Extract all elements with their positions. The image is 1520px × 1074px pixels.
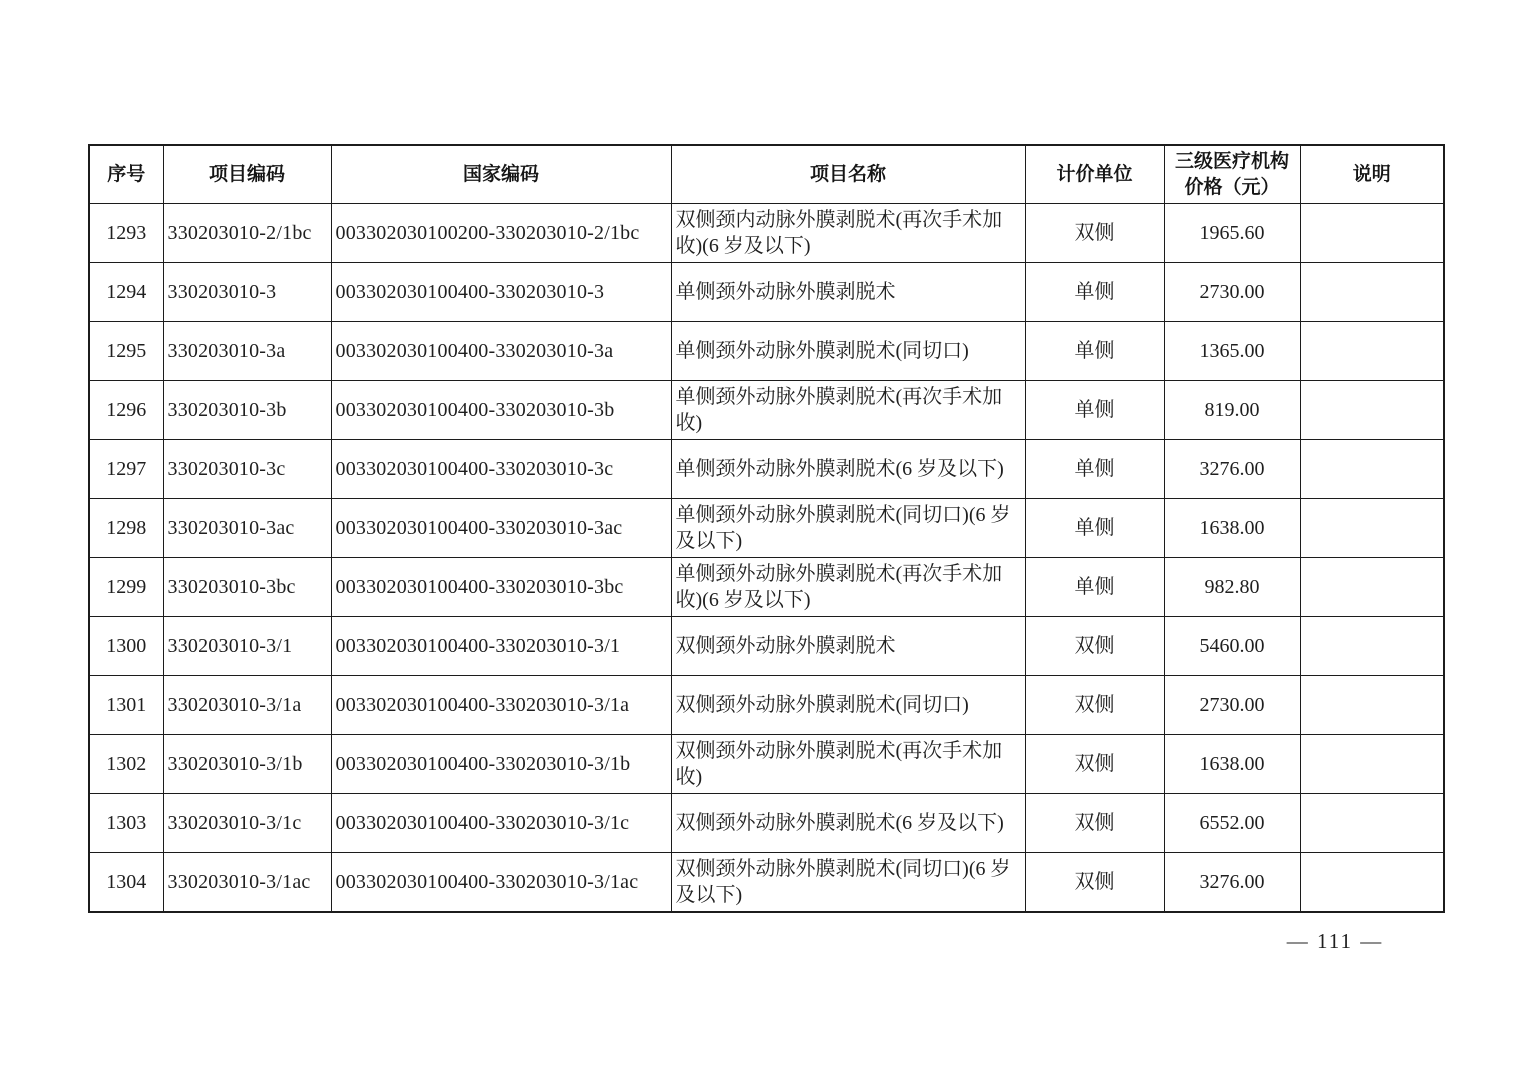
table-row: [89, 617, 1444, 676]
cell-pricing-unit: 单侧: [1025, 558, 1164, 617]
cell-pricing-unit: 单侧: [1025, 263, 1164, 322]
cell-project-name: 双侧颈外动脉外膜剥脱术(再次手术加收): [671, 735, 1025, 794]
cell-project-name: 双侧颈外动脉外膜剥脱术(同切口): [671, 676, 1025, 735]
table-row: [89, 204, 1444, 263]
cell-project-code: 330203010-3a: [163, 322, 331, 381]
cell-seq: 1301: [89, 676, 163, 735]
header-row: [89, 145, 1444, 204]
cell-tier3-price: 3276.00: [1164, 440, 1300, 499]
cell-project-code: 330203010-2/1bc: [163, 204, 331, 263]
header-pricing-unit: 计价单位: [1025, 145, 1164, 204]
cell-tier3-price: 982.80: [1164, 558, 1300, 617]
cell-project-name: 单侧颈外动脉外膜剥脱术(再次手术加收)(6 岁及以下): [671, 558, 1025, 617]
table-row: [89, 853, 1444, 913]
cell-tier3-price: 819.00: [1164, 381, 1300, 440]
cell-project-name: 双侧颈外动脉外膜剥脱术: [671, 617, 1025, 676]
cell-project-name: 单侧颈外动脉外膜剥脱术(同切口)(6 岁及以下): [671, 499, 1025, 558]
table-row: [89, 558, 1444, 617]
cell-note: [1300, 853, 1444, 913]
cell-note: [1300, 381, 1444, 440]
cell-project-name: 单侧颈外动脉外膜剥脱术(再次手术加收): [671, 381, 1025, 440]
cell-project-name: 双侧颈内动脉外膜剥脱术(再次手术加收)(6 岁及以下): [671, 204, 1025, 263]
table-row: [89, 263, 1444, 322]
cell-pricing-unit: 双侧: [1025, 853, 1164, 913]
cell-project-code: 330203010-3b: [163, 381, 331, 440]
cell-seq: 1299: [89, 558, 163, 617]
cell-project-name: 双侧颈外动脉外膜剥脱术(同切口)(6 岁及以下): [671, 853, 1025, 913]
table-row: [89, 322, 1444, 381]
cell-national-code: 003302030100400-330203010-3/1ac: [331, 853, 671, 913]
cell-tier3-price: 5460.00: [1164, 617, 1300, 676]
cell-national-code: 003302030100400-330203010-3b: [331, 381, 671, 440]
cell-seq: 1300: [89, 617, 163, 676]
cell-note: [1300, 263, 1444, 322]
cell-national-code: 003302030100400-330203010-3a: [331, 322, 671, 381]
cell-project-name: 双侧颈外动脉外膜剥脱术(6 岁及以下): [671, 794, 1025, 853]
table-row: [89, 499, 1444, 558]
cell-national-code: 003302030100400-330203010-3/1a: [331, 676, 671, 735]
table-row: [89, 440, 1444, 499]
table-header: [89, 145, 1444, 204]
table-body: [89, 204, 1444, 913]
cell-tier3-price: 6552.00: [1164, 794, 1300, 853]
cell-project-code: 330203010-3/1: [163, 617, 331, 676]
cell-tier3-price: 1638.00: [1164, 499, 1300, 558]
cell-pricing-unit: 双侧: [1025, 676, 1164, 735]
cell-project-name: 单侧颈外动脉外膜剥脱术: [671, 263, 1025, 322]
cell-note: [1300, 558, 1444, 617]
cell-project-code: 330203010-3c: [163, 440, 331, 499]
cell-seq: 1302: [89, 735, 163, 794]
cell-project-code: 330203010-3bc: [163, 558, 331, 617]
table-row: [89, 381, 1444, 440]
cell-national-code: 003302030100400-330203010-3/1c: [331, 794, 671, 853]
cell-pricing-unit: 双侧: [1025, 204, 1164, 263]
cell-project-code: 330203010-3/1a: [163, 676, 331, 735]
cell-tier3-price: 1365.00: [1164, 322, 1300, 381]
cell-seq: 1295: [89, 322, 163, 381]
cell-seq: 1296: [89, 381, 163, 440]
header-seq: 序号: [89, 145, 163, 204]
header-note: 说明: [1300, 145, 1444, 204]
cell-seq: 1294: [89, 263, 163, 322]
cell-pricing-unit: 双侧: [1025, 617, 1164, 676]
page-number: — 111 —: [1286, 929, 1384, 953]
cell-tier3-price: 2730.00: [1164, 676, 1300, 735]
table-row: [89, 794, 1444, 853]
cell-project-name: 单侧颈外动脉外膜剥脱术(6 岁及以下): [671, 440, 1025, 499]
cell-pricing-unit: 双侧: [1025, 735, 1164, 794]
cell-note: [1300, 676, 1444, 735]
cell-pricing-unit: 双侧: [1025, 794, 1164, 853]
cell-national-code: 003302030100400-330203010-3/1: [331, 617, 671, 676]
cell-pricing-unit: 单侧: [1025, 381, 1164, 440]
cell-national-code: 003302030100200-330203010-2/1bc: [331, 204, 671, 263]
cell-note: [1300, 499, 1444, 558]
table-row: [89, 676, 1444, 735]
cell-note: [1300, 440, 1444, 499]
cell-seq: 1297: [89, 440, 163, 499]
cell-pricing-unit: 单侧: [1025, 440, 1164, 499]
header-tier3-price: 三级医疗机构价格（元）: [1164, 145, 1300, 204]
cell-national-code: 003302030100400-330203010-3bc: [331, 558, 671, 617]
cell-tier3-price: 3276.00: [1164, 853, 1300, 913]
cell-pricing-unit: 单侧: [1025, 499, 1164, 558]
cell-project-code: 330203010-3ac: [163, 499, 331, 558]
cell-pricing-unit: 单侧: [1025, 322, 1164, 381]
cell-tier3-price: 1638.00: [1164, 735, 1300, 794]
cell-national-code: 003302030100400-330203010-3ac: [331, 499, 671, 558]
table-row: [89, 735, 1444, 794]
cell-project-name: 单侧颈外动脉外膜剥脱术(同切口): [671, 322, 1025, 381]
cell-seq: 1298: [89, 499, 163, 558]
medical-price-table: [88, 144, 1445, 913]
cell-note: [1300, 617, 1444, 676]
cell-note: [1300, 204, 1444, 263]
cell-project-code: 330203010-3/1ac: [163, 853, 331, 913]
cell-tier3-price: 1965.60: [1164, 204, 1300, 263]
header-project-code: 项目编码: [163, 145, 331, 204]
cell-project-code: 330203010-3: [163, 263, 331, 322]
cell-seq: 1293: [89, 204, 163, 263]
header-national-code: 国家编码: [331, 145, 671, 204]
cell-note: [1300, 322, 1444, 381]
cell-project-code: 330203010-3/1b: [163, 735, 331, 794]
cell-note: [1300, 735, 1444, 794]
header-project-name: 项目名称: [671, 145, 1025, 204]
cell-national-code: 003302030100400-330203010-3: [331, 263, 671, 322]
cell-project-code: 330203010-3/1c: [163, 794, 331, 853]
cell-tier3-price: 2730.00: [1164, 263, 1300, 322]
cell-seq: 1304: [89, 853, 163, 913]
cell-national-code: 003302030100400-330203010-3/1b: [331, 735, 671, 794]
cell-note: [1300, 794, 1444, 853]
cell-seq: 1303: [89, 794, 163, 853]
cell-national-code: 003302030100400-330203010-3c: [331, 440, 671, 499]
